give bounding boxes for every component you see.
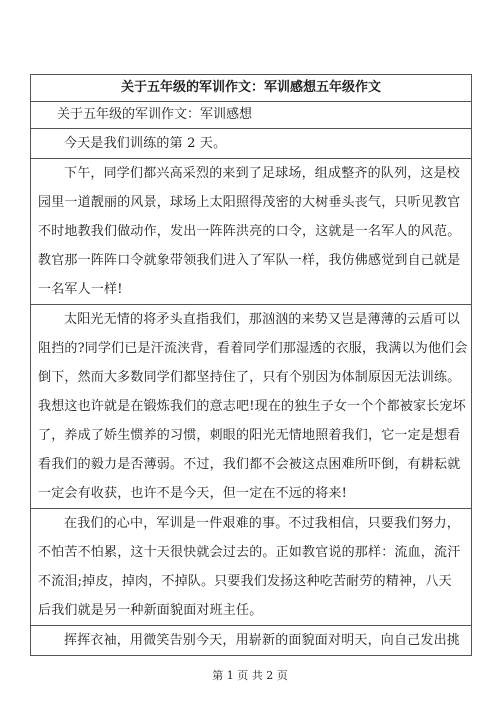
paragraph-row — [31, 509, 472, 626]
paragraph-line: 阻挡的?同学们已是汗流浃背，看着同学们那湿透的衣服，我满以为他们会 — [38, 341, 468, 356]
paragraph-2 — [31, 159, 472, 305]
paragraph-1 — [31, 129, 472, 159]
paragraph-line: 一名军人一样! — [38, 282, 123, 297]
paragraph-4 — [31, 509, 472, 626]
paragraph-line: 今天是我们训练的第 2 天。 — [64, 136, 227, 151]
document-title: 关于五年级的军训作文：军训感想五年级作文 — [31, 75, 472, 102]
paragraph-line: 我想这也许就是在锻炼我们的意志吧!现在的独生子女一个个都被家长宠坏 — [38, 399, 466, 414]
paragraph-line: 看我们的毅力是否薄弱。不过，我们都不会被这点困难所吓倒，有耕耘就 — [38, 457, 461, 472]
paragraph-line: 后我们就是另一种新面貌面对班主任。 — [38, 603, 263, 618]
paragraph-line: 在我们的心中，军训是一件艰难的事。不过我相信，只要我们努力， — [64, 516, 461, 531]
page-footer: 第 1 页 共 2 页 — [212, 669, 288, 682]
paragraph-row — [31, 626, 472, 656]
paragraph-line: 倒下，然而大多数同学们都坚持住了，只有个别因为体制原因无法训练。 — [38, 370, 461, 385]
paragraph-row — [31, 159, 472, 305]
subtitle-row — [31, 102, 472, 129]
paragraph-line: 不时地教我们做动作，发出一阵阵洪亮的口令，这就是一名军人的风范。 — [38, 224, 461, 239]
paragraph-line: 园里一道靓丽的风景，球场上太阳照得茂密的大树垂头丧气，只听见教官 — [38, 195, 461, 210]
paragraph-row — [31, 305, 472, 509]
paragraph-row — [31, 129, 472, 159]
paragraph-line: 不流泪;掉皮，掉肉，不掉队。只要我们发扬这种吃苦耐劳的精神，八天 — [38, 574, 452, 589]
paragraph-line: 教官那一阵阵口令就象带领我们进入了军队一样，我仿佛感觉到自己就是 — [38, 253, 461, 268]
paragraph-line: 了，养成了娇生惯养的习惯，刺眼的阳光无情地照着我们，它一定是想看 — [38, 428, 461, 443]
paragraph-3 — [31, 305, 472, 509]
paragraph-5 — [31, 626, 472, 656]
title-row — [31, 75, 472, 102]
document-table — [30, 74, 472, 656]
paragraph-line: 不怕苦不怕累，这十天很快就会过去的。正如教官说的那样：流血，流汗 — [38, 545, 461, 560]
paragraph-line: 挥挥衣袖，用微笑告别今天，用崭新的面貌面对明天，向自己发出挑 — [64, 633, 461, 648]
document-subtitle — [31, 102, 472, 129]
paragraph-line: 下午，同学们都兴高采烈的来到了足球场，组成整齐的队列，这是校 — [64, 166, 461, 181]
paragraph-line: 一定会有收获，也许不是今天，但一定在不远的将来! — [38, 486, 348, 501]
subtitle-text: 关于五年级的军训作文：军训感想 — [57, 107, 253, 122]
paragraph-line: 太阳光无情的将矛头直指我们，那汹汹的来势又岂是薄薄的云盾可以 — [64, 312, 461, 327]
